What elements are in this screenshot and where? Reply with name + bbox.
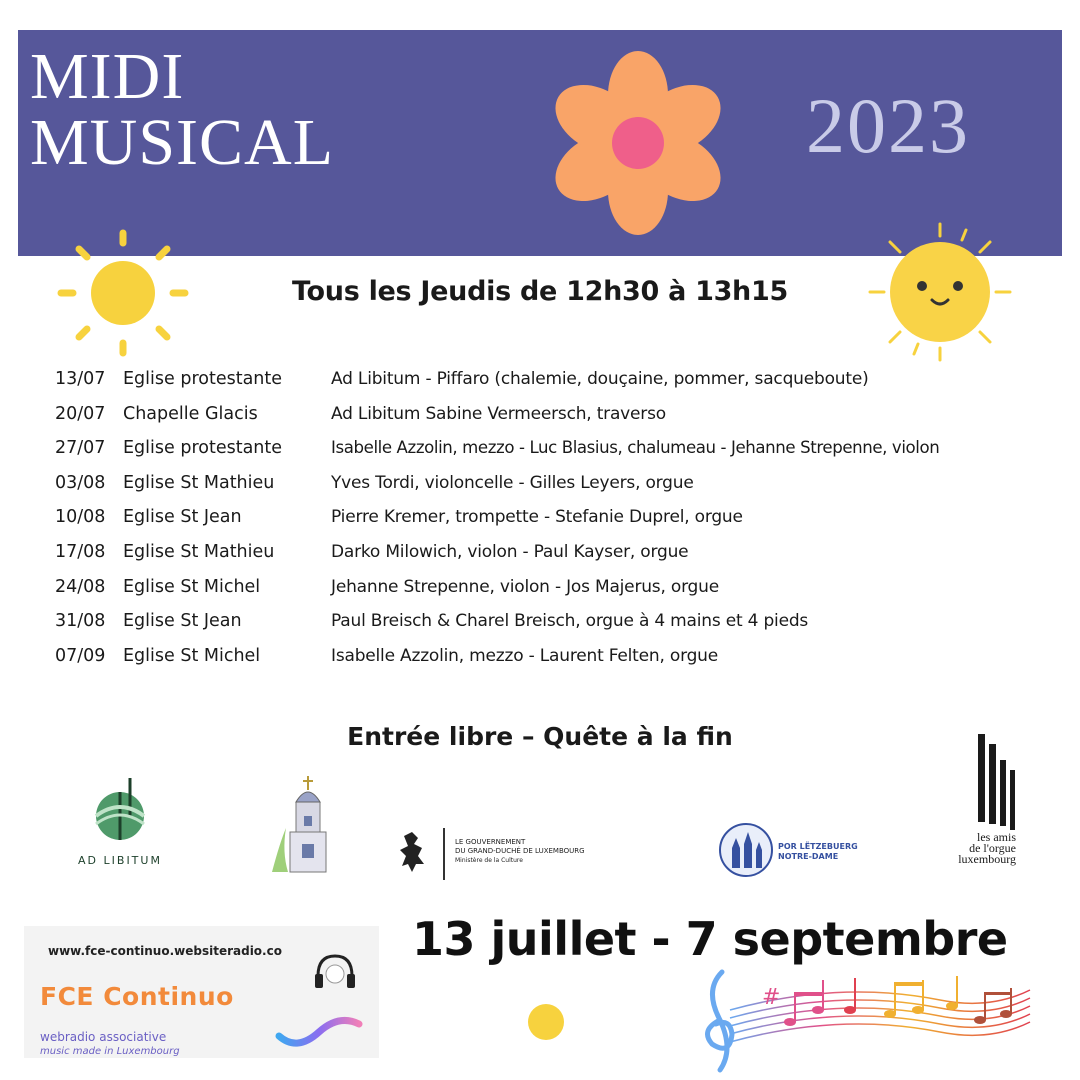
concert-venue: Eglise protestante xyxy=(123,369,283,389)
amis-orgue-text xyxy=(930,832,1016,865)
ad-libitum-logo xyxy=(70,772,170,872)
concert-date: 27/07 xyxy=(55,438,106,459)
entry-note: Entrée libre – Quête à la fin xyxy=(347,722,733,751)
concert-performers: Paul Breisch & Charel Breisch, orgue à 4 mains et 4 pieds xyxy=(331,611,809,632)
music-notes-illustration xyxy=(690,960,1040,1078)
organ-pipes-icon xyxy=(972,730,1022,840)
title-line1: MIDI xyxy=(30,40,185,113)
notre-dame-line2: NOTRE-DAME xyxy=(778,852,839,861)
concert-date: 13/07 xyxy=(55,369,106,389)
concert-performers: Isabelle Azzolin, mezzo - Luc Blasius, chalumeau - Jehanne Strepenne, violon xyxy=(331,438,940,458)
svg-text:#: # xyxy=(762,985,781,1010)
concert-date: 24/08 xyxy=(55,576,106,597)
concert-performers: Pierre Kremer, trompette - Stefanie Duprel, orgue xyxy=(331,507,743,528)
concert-venue: Eglise protestante xyxy=(123,438,283,459)
concert-performers: Darko Milowich, violon - Paul Kayser, orgue xyxy=(331,541,689,562)
gouv-line2: DU GRAND-DUCHÉ DE LUXEMBOURG xyxy=(455,847,585,855)
ad-libitum-text: AD LIBITUM xyxy=(78,854,162,867)
concert-performers: Ad Libitum Sabine Vermeersch, traverso xyxy=(331,403,666,424)
notre-dame-logo xyxy=(718,822,774,878)
gouv-divider xyxy=(443,828,445,880)
year-label: 2023 xyxy=(806,82,970,169)
concert-performers: Ad Libitum - Piffaro (chalemie, douçaine, pommer, sacqueboute) xyxy=(331,369,869,389)
concert-venue: Eglise St Michel xyxy=(123,576,261,597)
amis-line1: les amis xyxy=(977,830,1016,844)
fce-url[interactable]: www.fce-continuo.websiteradio.co xyxy=(48,944,282,958)
notre-dame-text xyxy=(778,842,858,862)
concert-venue: Eglise St Michel xyxy=(123,645,261,666)
concert-venue: Eglise St Jean xyxy=(123,611,242,632)
concert-date: 10/08 xyxy=(55,507,106,528)
concert-performers: Jehanne Strepenne, violon - Jos Majerus, orgue xyxy=(331,576,719,597)
yellow-dot-icon xyxy=(526,1002,566,1042)
concert-date: 07/09 xyxy=(55,645,106,666)
concert-venue: Eglise St Jean xyxy=(123,507,242,528)
concert-date: 17/08 xyxy=(55,541,106,562)
title-line2: MUSICAL xyxy=(30,106,335,179)
concert-date: 31/08 xyxy=(55,611,106,632)
gouv-logo-text xyxy=(455,838,585,865)
flower-icon xyxy=(548,48,728,238)
headphones-icon xyxy=(312,950,358,992)
concert-venue: Chapelle Glacis xyxy=(123,403,258,424)
luxembourg-lion-icon xyxy=(398,830,428,878)
fce-tagline: webradio associative xyxy=(40,1030,167,1044)
amis-line3: luxembourg xyxy=(958,852,1016,866)
concert-performers: Isabelle Azzolin, mezzo - Laurent Felten, orgue xyxy=(331,645,718,666)
chapel-illustration xyxy=(262,772,352,882)
notre-dame-line1: POR LËTZEBUERG xyxy=(778,842,858,851)
schedule-subtitle: Tous les Jeudis de 12h30 à 13h15 xyxy=(292,276,788,307)
amis-line2: de l'orgue xyxy=(969,841,1016,855)
gouv-line1: LE GOUVERNEMENT xyxy=(455,838,526,846)
wave-icon xyxy=(275,1010,363,1050)
concert-venue: Eglise St Mathieu xyxy=(123,472,275,493)
fce-name: FCE Continuo xyxy=(40,982,234,1011)
concert-date: 03/08 xyxy=(55,472,106,493)
concert-date: 20/07 xyxy=(55,403,106,424)
page-title xyxy=(30,40,335,179)
concert-performers: Yves Tordi, violoncelle - Gilles Leyers, orgue xyxy=(331,472,694,493)
date-range: 13 juillet - 7 septembre xyxy=(412,912,1008,966)
gouv-line3: Ministère de la Culture xyxy=(455,857,523,864)
fce-tagline-2: music made in Luxembourg xyxy=(40,1046,180,1057)
concert-venue: Eglise St Mathieu xyxy=(123,541,275,562)
